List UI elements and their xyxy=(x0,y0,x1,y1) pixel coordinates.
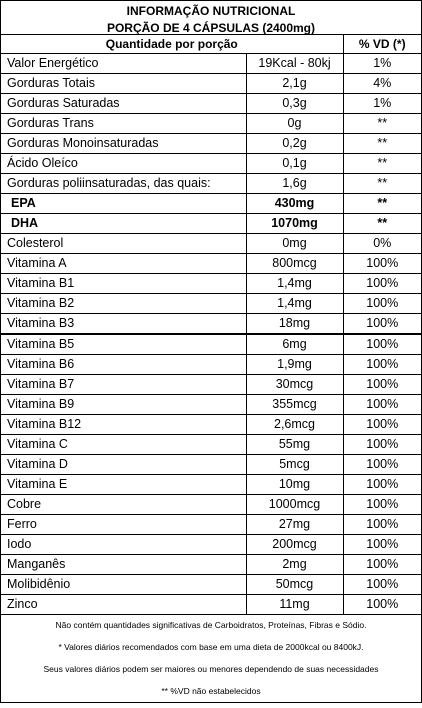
nutrient-amount: 0,2g xyxy=(246,134,343,154)
nutrient-amount: 55mg xyxy=(246,435,343,455)
table-row xyxy=(1,74,421,94)
table-row xyxy=(1,515,421,535)
nutrient-amount: 30mcg xyxy=(246,375,343,395)
table-row xyxy=(1,415,421,435)
nutrient-daily-value: 100% xyxy=(343,274,421,294)
nutrient-amount: 27mg xyxy=(246,515,343,535)
nutrient-daily-value: 100% xyxy=(343,375,421,395)
nutrient-daily-value: ** xyxy=(343,214,421,234)
nutrient-daily-value: 100% xyxy=(343,334,421,355)
table-row xyxy=(1,375,421,395)
nutrient-amount: 355mcg xyxy=(246,395,343,415)
nutrient-daily-value: 100% xyxy=(343,395,421,415)
table-row xyxy=(1,475,421,495)
nutrient-name: Molibidênio xyxy=(1,575,246,595)
nutrient-name: Vitamina B3 xyxy=(1,314,246,335)
nutrient-name: Cobre xyxy=(1,495,246,515)
nutrient-daily-value: 0% xyxy=(343,234,421,254)
nutrient-name: Colesterol xyxy=(1,234,246,254)
nutrient-amount: 430mg xyxy=(246,194,343,214)
nutrient-name: Vitamina B6 xyxy=(1,355,246,375)
table-row xyxy=(1,595,421,615)
table-row xyxy=(1,234,421,254)
label-header xyxy=(1,1,421,35)
nutrient-amount: 1,6g xyxy=(246,174,343,194)
nutrient-name: Vitamina B12 xyxy=(1,415,246,435)
nutrient-amount: 50mcg xyxy=(246,575,343,595)
nutrient-amount: 1070mg xyxy=(246,214,343,234)
nutrient-amount: 6mg xyxy=(246,334,343,355)
table-row xyxy=(1,254,421,274)
nutrient-daily-value: 100% xyxy=(343,314,421,335)
nutrient-daily-value: 100% xyxy=(343,254,421,274)
nutrient-amount: 200mcg xyxy=(246,535,343,555)
nutrient-daily-value: 100% xyxy=(343,575,421,595)
nutrient-amount: 1,4mg xyxy=(246,294,343,314)
nutrient-amount: 1,9mg xyxy=(246,355,343,375)
nutrient-name: Zinco xyxy=(1,595,246,615)
nutrient-daily-value: ** xyxy=(343,174,421,194)
nutrient-name: DHA xyxy=(1,214,246,234)
table-row xyxy=(1,274,421,294)
nutrient-daily-value: ** xyxy=(343,154,421,174)
nutrient-daily-value: 100% xyxy=(343,435,421,455)
nutrient-amount: 800mcg xyxy=(246,254,343,274)
vd-column-header: % VD (*) xyxy=(343,35,421,54)
label-title: INFORMAÇÃO NUTRICIONAL xyxy=(126,4,296,18)
nutrient-name: Vitamina A xyxy=(1,254,246,274)
nutrient-amount: 11mg xyxy=(246,595,343,615)
nutrient-amount: 0,1g xyxy=(246,154,343,174)
table-row xyxy=(1,314,421,335)
nutrient-daily-value: 1% xyxy=(343,54,421,74)
table-row xyxy=(1,294,421,314)
table-row xyxy=(1,395,421,415)
nutrient-daily-value: 100% xyxy=(343,535,421,555)
nutrient-daily-value: 100% xyxy=(343,455,421,475)
nutrient-amount: 2,1g xyxy=(246,74,343,94)
nutrient-amount: 1,4mg xyxy=(246,274,343,294)
table-row xyxy=(1,575,421,595)
nutrient-daily-value: ** xyxy=(343,194,421,214)
footnote: Seus valores diários podem ser maiores ou menores dependendo de suas necessidades xyxy=(43,664,379,674)
table-row xyxy=(1,535,421,555)
nutrient-amount: 2,6mcg xyxy=(246,415,343,435)
nutrient-daily-value: ** xyxy=(343,134,421,154)
nutrition-table xyxy=(1,35,421,615)
table-row xyxy=(1,194,421,214)
nutrient-daily-value: ** xyxy=(343,114,421,134)
nutrient-name: Valor Energético xyxy=(1,54,246,74)
table-row xyxy=(1,54,421,74)
nutrient-name: Gorduras Trans xyxy=(1,114,246,134)
nutrient-amount: 5mcg xyxy=(246,455,343,475)
nutrient-name: Vitamina B2 xyxy=(1,294,246,314)
nutrient-daily-value: 4% xyxy=(343,74,421,94)
nutrient-amount: 18mg xyxy=(246,314,343,335)
nutrient-name: Gorduras Saturadas xyxy=(1,94,246,114)
footnote: Não contém quantidades significativas de Carboidratos, Proteínas, Fibras e Sódio. xyxy=(55,620,367,630)
table-row xyxy=(1,555,421,575)
nutrient-amount: 19Kcal - 80kj xyxy=(246,54,343,74)
nutrient-name: Vitamina D xyxy=(1,455,246,475)
nutrient-daily-value: 100% xyxy=(343,415,421,435)
nutrient-name: Iodo xyxy=(1,535,246,555)
table-row xyxy=(1,214,421,234)
nutrient-name: Vitamina B5 xyxy=(1,334,246,355)
nutrient-amount: 0mg xyxy=(246,234,343,254)
footnote: * Valores diários recomendados com base em uma dieta de 2000kcal ou 8400kJ. xyxy=(58,642,364,652)
table-row xyxy=(1,174,421,194)
table-row xyxy=(1,114,421,134)
nutrient-name: Gorduras Monoinsaturadas xyxy=(1,134,246,154)
nutrient-amount: 1000mcg xyxy=(246,495,343,515)
quantity-column-header: Quantidade por porção xyxy=(1,35,343,54)
nutrient-name: Gorduras poliinsaturadas, das quais: xyxy=(1,174,246,194)
nutrient-name: Ferro xyxy=(1,515,246,535)
nutrient-name: Vitamina E xyxy=(1,475,246,495)
nutrient-name: Vitamina B7 xyxy=(1,375,246,395)
table-row xyxy=(1,455,421,475)
nutrient-daily-value: 100% xyxy=(343,555,421,575)
nutrient-name: Ácido Oleíco xyxy=(1,154,246,174)
nutrient-amount: 2mg xyxy=(246,555,343,575)
nutrient-amount: 10mg xyxy=(246,475,343,495)
nutrient-amount: 0g xyxy=(246,114,343,134)
nutrient-daily-value: 100% xyxy=(343,515,421,535)
nutrient-daily-value: 100% xyxy=(343,595,421,615)
nutrient-name: Gorduras Totais xyxy=(1,74,246,94)
nutrient-amount: 0,3g xyxy=(246,94,343,114)
nutrient-name: Vitamina C xyxy=(1,435,246,455)
nutrient-daily-value: 100% xyxy=(343,475,421,495)
table-header-row xyxy=(1,35,421,54)
nutrition-rows xyxy=(1,54,421,615)
nutrient-name: Vitamina B9 xyxy=(1,395,246,415)
table-row xyxy=(1,134,421,154)
nutrient-name: Manganês xyxy=(1,555,246,575)
table-row xyxy=(1,355,421,375)
nutrient-name: EPA xyxy=(1,194,246,214)
table-row xyxy=(1,154,421,174)
nutrient-name: Vitamina B1 xyxy=(1,274,246,294)
nutrient-daily-value: 100% xyxy=(343,495,421,515)
table-row xyxy=(1,334,421,355)
table-row xyxy=(1,435,421,455)
nutrient-daily-value: 100% xyxy=(343,355,421,375)
table-row xyxy=(1,94,421,114)
footnote: ** %VD não estabelecidos xyxy=(161,686,261,696)
nutrient-daily-value: 1% xyxy=(343,94,421,114)
nutrient-daily-value: 100% xyxy=(343,294,421,314)
table-row xyxy=(1,495,421,515)
serving-size: PORÇÃO DE 4 CÁPSULAS (2400mg) xyxy=(106,21,316,35)
footnotes xyxy=(1,615,421,708)
